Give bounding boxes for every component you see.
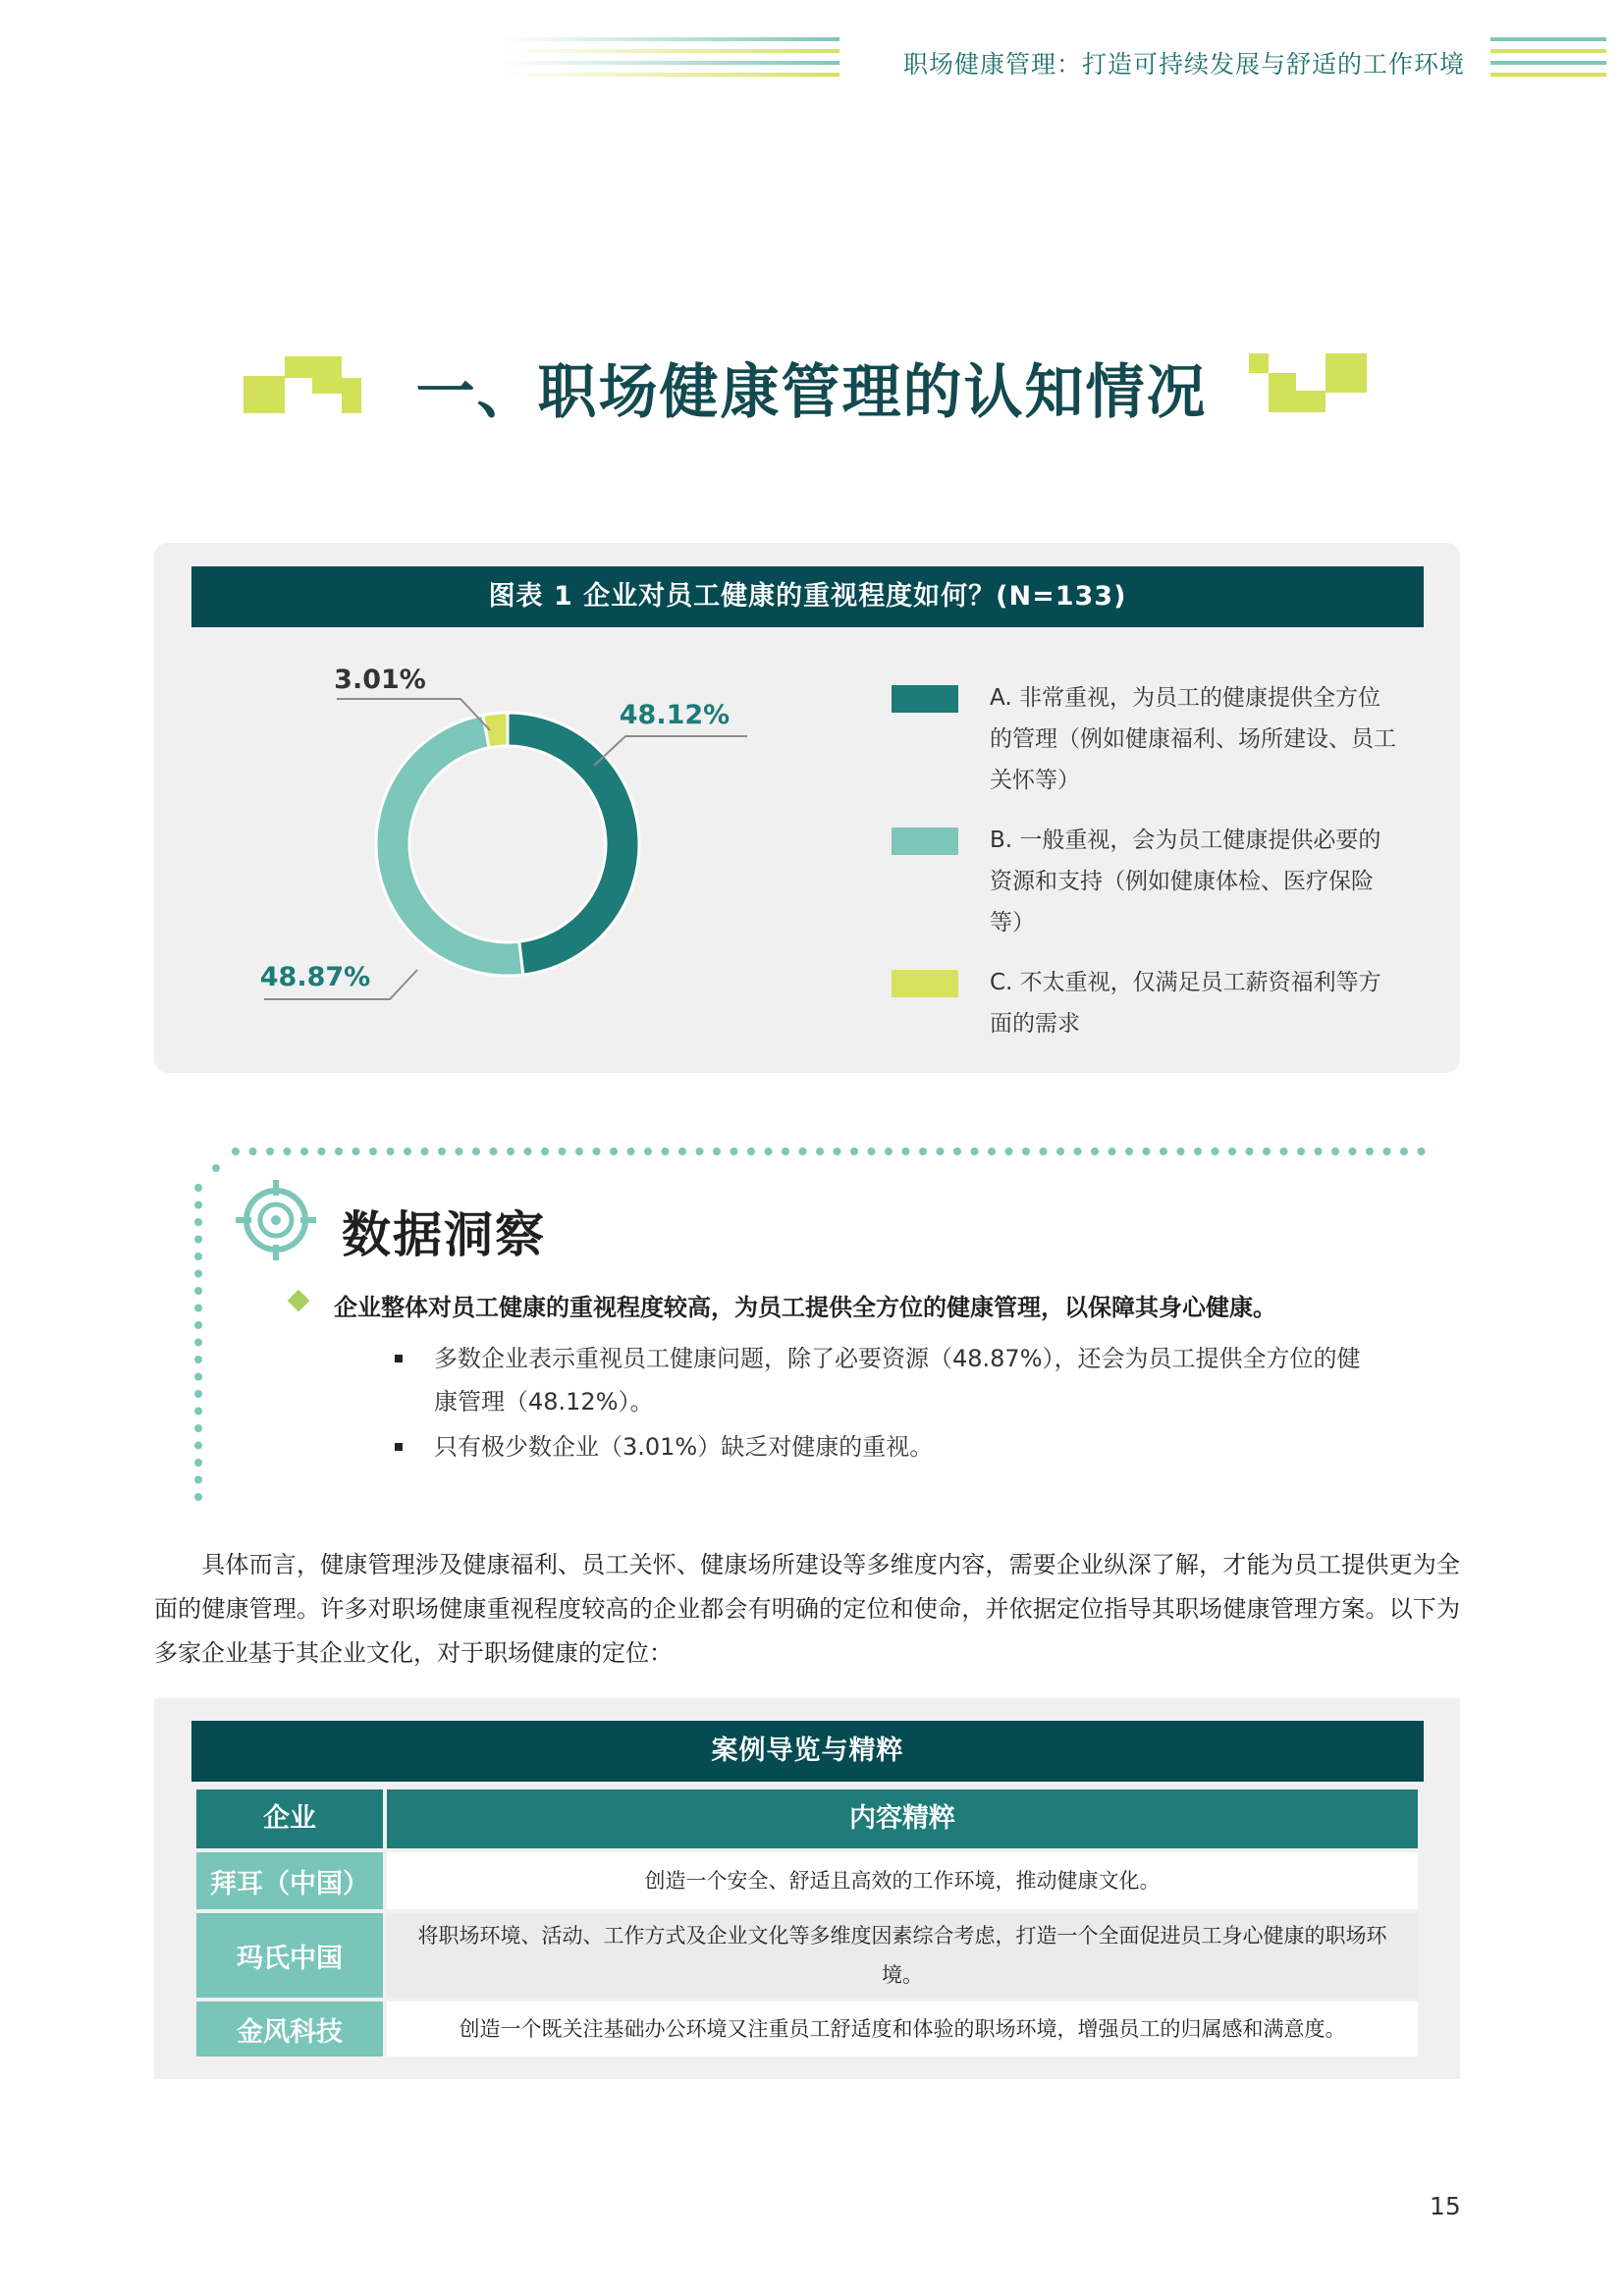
- frame-dot: [868, 1148, 876, 1155]
- frame-dot: [194, 1459, 202, 1467]
- frame-dot: [507, 1148, 514, 1155]
- frame-dot: [1280, 1148, 1288, 1155]
- frame-dot: [194, 1408, 202, 1415]
- frame-dot: [850, 1148, 858, 1155]
- leader-line-a: [594, 736, 747, 766]
- page-number: 15: [1430, 2192, 1461, 2220]
- frame-dot: [1349, 1148, 1357, 1155]
- frame-dot: [194, 1373, 202, 1381]
- frame-dot: [404, 1148, 411, 1155]
- table-row-company: 拜耳（中国）: [196, 1852, 383, 1909]
- frame-dot: [194, 1236, 202, 1244]
- donut-slice-a: [508, 713, 639, 975]
- frame-dot: [1263, 1148, 1271, 1155]
- frame-dot: [919, 1148, 927, 1155]
- frame-dot: [194, 1424, 202, 1432]
- frame-dot: [194, 1476, 202, 1484]
- frame-dot: [194, 1218, 202, 1226]
- header-title: 职场健康管理：打造可持续发展与舒适的工作环境: [903, 50, 1466, 79]
- insight-bullet-2: 只有极少数企业（3.01%）缺乏对健康的重视。: [434, 1433, 934, 1461]
- frame-dot: [1297, 1148, 1305, 1155]
- target-icon: [234, 1178, 318, 1262]
- frame-dot: [1005, 1148, 1013, 1155]
- insight-bullet-1: 多数企业表示重视员工健康问题，除了必要资源（48.87%），还会为员工提供全方位的健康管理（48.12%）。: [434, 1345, 1361, 1415]
- frame-dot: [194, 1184, 202, 1192]
- legend-swatch-b: [892, 828, 958, 855]
- table-header-company: 企业: [196, 1789, 383, 1848]
- square-bullet-icon: [395, 1355, 403, 1362]
- data-label-a: 48.12%: [619, 700, 730, 730]
- legend-text-a: A. 非常重视，为员工的健康提供全方位的管理（例如健康福利、场所建设、员工关怀等）: [990, 685, 1396, 793]
- section-title: 一、职场健康管理的认知情况: [415, 358, 1208, 427]
- frame-dot: [782, 1148, 789, 1155]
- frame-dot: [1040, 1148, 1048, 1155]
- frame-dot: [1143, 1148, 1151, 1155]
- table-row-company: 金风科技: [196, 2002, 383, 2056]
- frame-dot: [971, 1148, 979, 1155]
- frame-dot: [593, 1148, 601, 1155]
- frame-dot: [232, 1148, 240, 1155]
- frame-dot: [194, 1253, 202, 1260]
- frame-dot: [662, 1148, 670, 1155]
- frame-dot: [834, 1148, 841, 1155]
- frame-dot: [421, 1148, 429, 1155]
- frame-dot: [194, 1201, 202, 1209]
- frame-dot: [696, 1148, 704, 1155]
- table-row-content: 创造一个安全、舒适且高效的工作环境，推动健康文化。: [387, 1852, 1418, 1909]
- donut-chart: [154, 628, 763, 1050]
- frame-dot: [627, 1148, 635, 1155]
- legend-swatch-a: [892, 685, 958, 713]
- frame-dot: [988, 1148, 996, 1155]
- table-header-content: 内容精粹: [387, 1789, 1418, 1848]
- table-row-content: 将职场环境、活动、工作方式及企业文化等多维度因素综合考虑，打造一个全面促进员工身心健康的职场环境。: [387, 1913, 1418, 1998]
- frame-dot: [1074, 1148, 1082, 1155]
- frame-dot: [194, 1493, 202, 1501]
- frame-dot: [1383, 1148, 1391, 1155]
- frame-dot: [472, 1148, 480, 1155]
- frame-dot: [885, 1148, 893, 1155]
- frame-dot: [1418, 1148, 1426, 1155]
- frame-dot: [816, 1148, 824, 1155]
- frame-dot: [1160, 1148, 1167, 1155]
- frame-dot: [1125, 1148, 1133, 1155]
- frame-dot: [1109, 1148, 1116, 1155]
- frame-dot: [1212, 1148, 1219, 1155]
- frame-dot: [438, 1148, 446, 1155]
- donut-slice-b: [376, 715, 523, 976]
- frame-dot: [1331, 1148, 1339, 1155]
- insight-title: 数据洞察: [342, 1206, 546, 1263]
- frame-dot: [1056, 1148, 1064, 1155]
- frame-dot: [194, 1339, 202, 1347]
- frame-dot: [730, 1148, 738, 1155]
- frame-dot: [799, 1148, 807, 1155]
- frame-dot: [249, 1148, 257, 1155]
- frame-dot: [1315, 1148, 1323, 1155]
- frame-dot: [1228, 1148, 1236, 1155]
- frame-dot: [1194, 1148, 1202, 1155]
- legend-text-c: C. 不太重视，仅满足员工薪资福利等方面的需求: [990, 970, 1381, 1037]
- frame-dot: [266, 1148, 274, 1155]
- frame-dot: [300, 1148, 308, 1155]
- frame-dot: [1022, 1148, 1030, 1155]
- frame-dot: [194, 1390, 202, 1398]
- frame-dot: [575, 1148, 583, 1155]
- frame-dot: [335, 1148, 343, 1155]
- frame-dot: [284, 1148, 292, 1155]
- frame-dot: [713, 1148, 721, 1155]
- frame-dot: [678, 1148, 686, 1155]
- frame-dot: [1366, 1148, 1374, 1155]
- frame-dot: [212, 1164, 220, 1172]
- square-bullet-icon: [395, 1443, 403, 1451]
- frame-dot: [610, 1148, 618, 1155]
- frame-dot: [194, 1287, 202, 1295]
- insight-headline: 企业整体对员工健康的重视程度较高，为员工提供全方位的健康管理，以保障其身心健康。: [334, 1294, 1276, 1321]
- legend-swatch-c: [892, 970, 958, 997]
- legend-text-b: B. 一般重视，会为员工健康提供必要的资源和支持（例如健康体检、医疗保险等）: [990, 828, 1381, 935]
- frame-dot: [644, 1148, 652, 1155]
- body-paragraph: 具体而言，健康管理涉及健康福利、员工关怀、健康场所建设等多维度内容，需要企业纵深了解，才能为员工提供更为全面的健康管理。许多对职场健康重视程度较高的企业都会有明确的定位和使命，并依据定位指导其职场健康管理方案。以下为多家企业基于其企业文化，对于职场健康的定位：: [154, 1551, 1460, 1667]
- frame-dot: [541, 1148, 549, 1155]
- frame-dot: [765, 1148, 773, 1155]
- table-row-content: 创造一个既关注基础办公环境又注重员工舒适度和体验的职场环境，增强员工的归属感和满意度。: [387, 2002, 1418, 2056]
- frame-dot: [456, 1148, 463, 1155]
- chart-title: 图表 1 企业对员工健康的重视程度如何？(N=133): [191, 566, 1424, 627]
- table-row-company: 玛氏中国: [196, 1913, 383, 1998]
- frame-dot: [937, 1148, 945, 1155]
- frame-dot: [387, 1148, 395, 1155]
- frame-dot: [1246, 1148, 1254, 1155]
- case-table-title: 案例导览与精粹: [191, 1721, 1424, 1782]
- frame-dot: [194, 1442, 202, 1450]
- frame-dot: [194, 1270, 202, 1278]
- data-label-b: 48.87%: [259, 962, 371, 992]
- frame-dot: [747, 1148, 755, 1155]
- frame-dot: [490, 1148, 498, 1155]
- frame-dot: [902, 1148, 910, 1155]
- frame-dot: [194, 1356, 202, 1363]
- frame-dot: [194, 1321, 202, 1329]
- frame-dot: [1400, 1148, 1408, 1155]
- frame-dot: [524, 1148, 532, 1155]
- frame-dot: [318, 1148, 326, 1155]
- frame-dot: [352, 1148, 360, 1155]
- frame-dot: [194, 1305, 202, 1312]
- frame-dot: [369, 1148, 377, 1155]
- data-label-c: 3.01%: [334, 665, 426, 695]
- frame-dot: [953, 1148, 961, 1155]
- frame-dot: [1177, 1148, 1185, 1155]
- frame-dot: [559, 1148, 567, 1155]
- frame-dot: [1091, 1148, 1099, 1155]
